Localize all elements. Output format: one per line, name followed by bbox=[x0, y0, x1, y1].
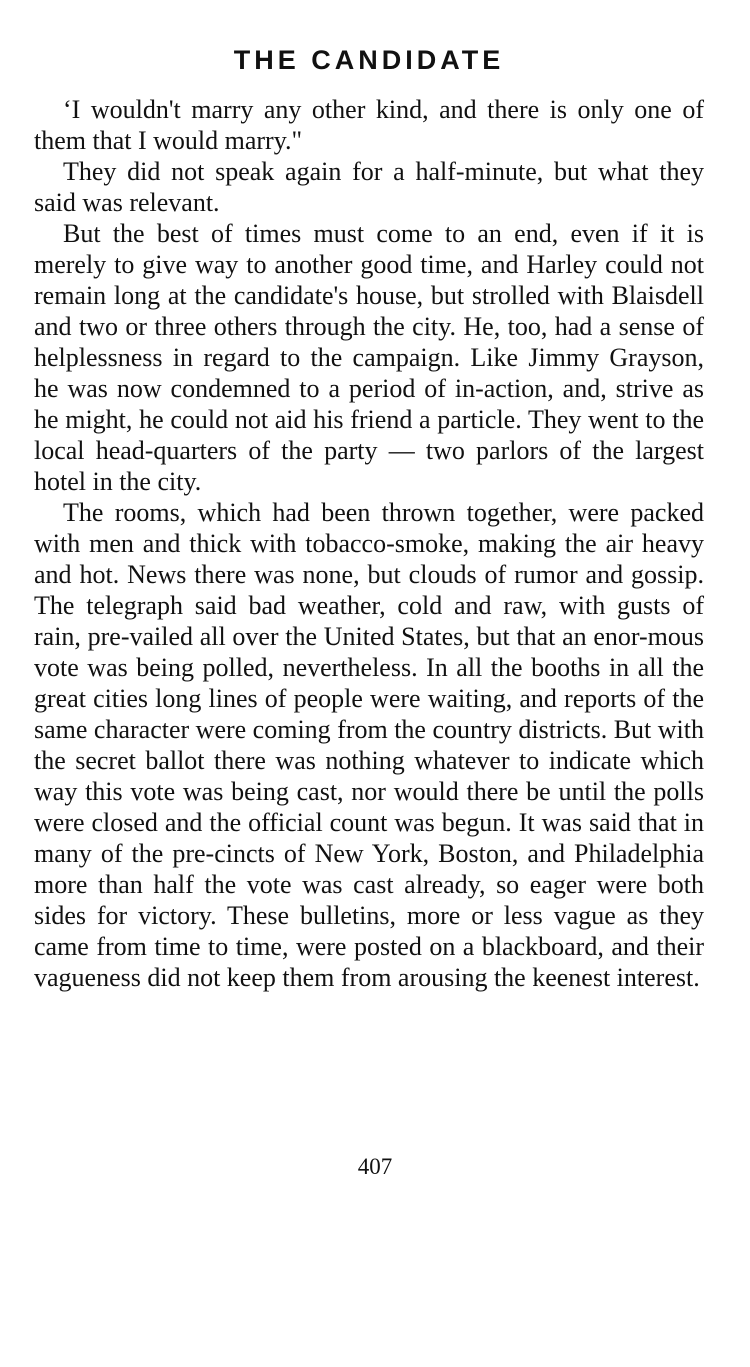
paragraph: But the best of times must come to an end, even if it is merely to give way to another good time, and Harley could not remain long at the candidate's house, but strolled with Blaisdell and two or three others through the city. He, too, had a sense of helplessness in regard to the campaign. Like Jimmy Grayson, he was now condemned to a period of in-action, and, strive as he might, he could not aid his friend a particle. They went to the local head-quarters of the party — two parlors of the largest hotel in the city. bbox=[34, 219, 704, 496]
running-head: THE CANDIDATE bbox=[233, 45, 505, 75]
paragraph: The rooms, which had been thrown together, were packed with men and thick with tobacco-smoke, making the air heavy and hot. News there was none, but clouds of rumor and gossip. The telegraph said bad weather, cold and raw, with gusts of rain, pre-vailed all over the United States, but that an enor-mous vote was being polled, nevertheless. In all the booths in all the great cities long lines of people were waiting, and reports of the same character were coming from the country districts. But with the secret ballot there was nothing whatever to indicate which way this vote was being cast, nor would there be until the polls were closed and the official count was begun. It was said that in many of the pre-cincts of New York, Boston, and Philadelphia more than half the vote was cast already, so eager were both sides for victory. These bulletins, more or less vague as they came from time to time, were posted on a blackboard, and their vagueness did not keep them from arousing the keenest interest. bbox=[34, 498, 705, 992]
body-text bbox=[34, 94, 704, 993]
paragraph: They did not speak again for a half-minute, but what they said was relevant. bbox=[34, 157, 704, 217]
book-page bbox=[34, 40, 704, 993]
page-number: 407 bbox=[357, 1154, 393, 1179]
paragraph: ‘I wouldn't marry any other kind, and there is only one of them that I would marry." bbox=[34, 95, 704, 155]
